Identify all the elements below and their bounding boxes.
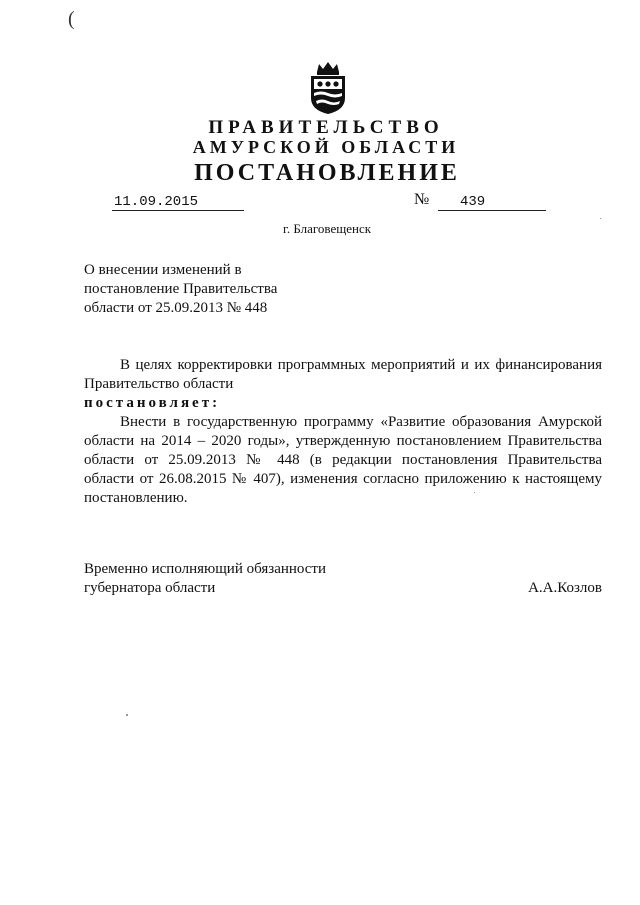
signature-block [84,560,602,598]
coat-of-arms-emblem [305,60,351,116]
number-sign: № [414,191,430,208]
decree-word: постановляет: [84,395,221,411]
date-underline [112,210,244,211]
document-date: 11.09.2015 [114,194,199,210]
signer-position: губернатора области [84,580,216,596]
scan-speck [126,714,128,716]
subject-line: постановление Правительства [84,281,278,297]
paragraph-line: области на 2014 – 2020 годы», утвержденную постановлением Правительства [84,433,602,449]
signature-row [84,579,602,598]
intro-line: Правительство области [84,376,234,392]
paragraph-line: Внести в государственную программу «Развитие образования Амурской [120,414,602,430]
paragraph-line: постановлению. [84,490,188,506]
subject-line: О внесении изменений в [84,262,242,278]
corner-mark: ( [68,8,75,30]
number-underline [438,210,546,211]
document-subject [84,261,277,318]
intro-line: В целях корректировки программных мероприятий и их финансирования [120,357,602,373]
subject-line: области от 25.09.2013 № 448 [84,300,268,316]
signer-position: Временно исполняющий обязанности [84,561,327,577]
header-document-type: ПОСТАНОВЛЕНИЕ [194,160,460,186]
city-label: г. Благовещенск [282,221,372,236]
scan-speck [600,218,601,219]
header-region: АМУРСКОЙ ОБЛАСТИ [192,137,460,157]
scan-speck [474,492,475,493]
document-body [84,356,602,508]
document-number: 439 [460,194,486,210]
paragraph-line: области от 26.08.2015 № 407), изменения согласно приложению к настоящему [84,471,602,487]
paragraph-line: области от 25.09.2013 № 448 (в редакции постановления Правительства [84,452,602,468]
signer-name: А.А.Козлов [528,580,602,596]
header-government: ПРАВИТЕЛЬСТВО [208,117,444,138]
